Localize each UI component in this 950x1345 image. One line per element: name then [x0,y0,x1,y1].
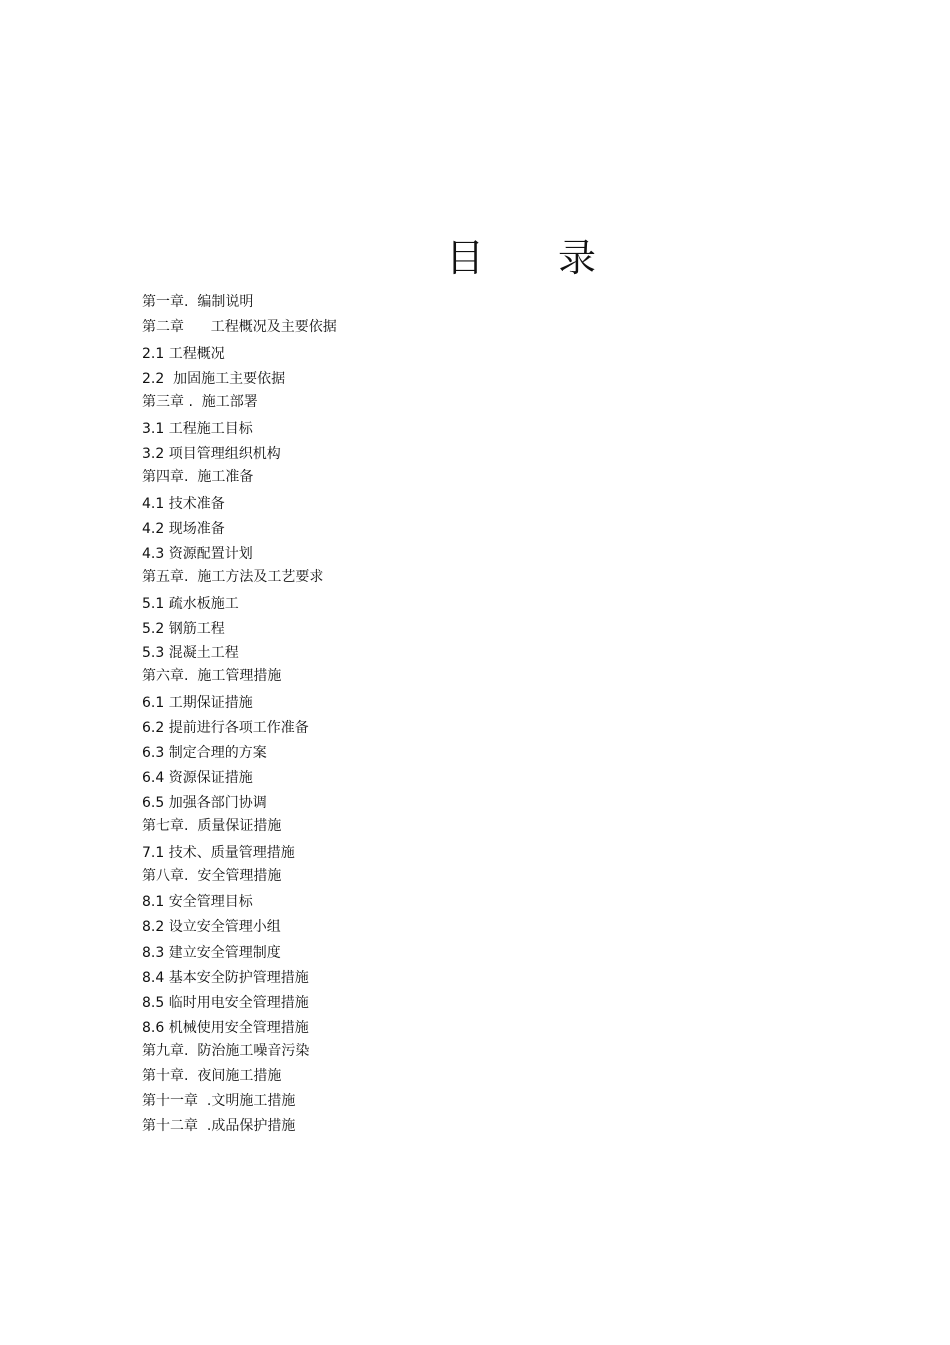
toc-chapter-entry: 第五章. 施工方法及工艺要求 [142,569,324,585]
toc-chapter-entry: 第七章. 质量保证措施 [142,818,282,834]
toc-section-entry: 8.1 安全管理目标 [142,894,253,910]
toc-section-entry: 8.6 机械使用安全管理措施 [142,1020,309,1036]
toc-section-entry: 3.2 项目管理组织机构 [142,446,281,462]
toc-section-entry: 5.1 疏水板施工 [142,596,239,612]
toc-section-entry: 6.2 提前进行各项工作准备 [142,720,309,736]
toc-section-entry: 5.3 混凝土工程 [142,645,239,661]
toc-chapter-entry: 第十一章 .文明施工措施 [142,1093,296,1109]
toc-title-char-2: 录 [557,236,596,280]
toc-section-entry: 7.1 技术、质量管理措施 [142,845,295,861]
toc-chapter-entry: 第十章. 夜间施工措施 [142,1068,282,1084]
toc-section-entry: 4.2 现场准备 [142,521,225,537]
toc-section-entry: 6.5 加强各部门协调 [142,795,267,811]
toc-section-entry: 2.1 工程概况 [142,346,225,362]
toc-section-entry: 6.4 资源保证措施 [142,770,253,786]
toc-section-entry: 2.2 加固施工主要依据 [142,371,286,387]
toc-section-entry: 8.4 基本安全防护管理措施 [142,970,309,986]
toc-chapter-entry: 第一章. 编制说明 [142,294,254,310]
toc-section-entry: 8.2 设立安全管理小组 [142,919,281,935]
toc-chapter-entry: 第二章 工程概况及主要依据 [142,319,337,335]
toc-chapter-entry: 第九章. 防治施工噪音污染 [142,1043,310,1059]
toc-title-char-1: 目 [446,236,485,280]
toc-section-entry: 8.5 临时用电安全管理措施 [142,995,309,1011]
toc-chapter-entry: 第十二章 .成品保护措施 [142,1118,296,1134]
toc-section-entry: 4.3 资源配置计划 [142,546,253,562]
toc-chapter-entry: 第四章. 施工准备 [142,469,254,485]
toc-chapter-entry: 第六章. 施工管理措施 [142,668,282,684]
toc-chapter-entry: 第八章. 安全管理措施 [142,868,282,884]
toc-section-entry: 6.1 工期保证措施 [142,695,253,711]
toc-section-entry: 6.3 制定合理的方案 [142,745,267,761]
toc-chapter-entry: 第三章 . 施工部署 [142,394,258,410]
toc-section-entry: 3.1 工程施工目标 [142,421,253,437]
toc-title [446,232,596,284]
toc-section-entry: 5.2 钢筋工程 [142,621,225,637]
toc-section-entry: 4.1 技术准备 [142,496,225,512]
toc-section-entry: 8.3 建立安全管理制度 [142,945,281,961]
